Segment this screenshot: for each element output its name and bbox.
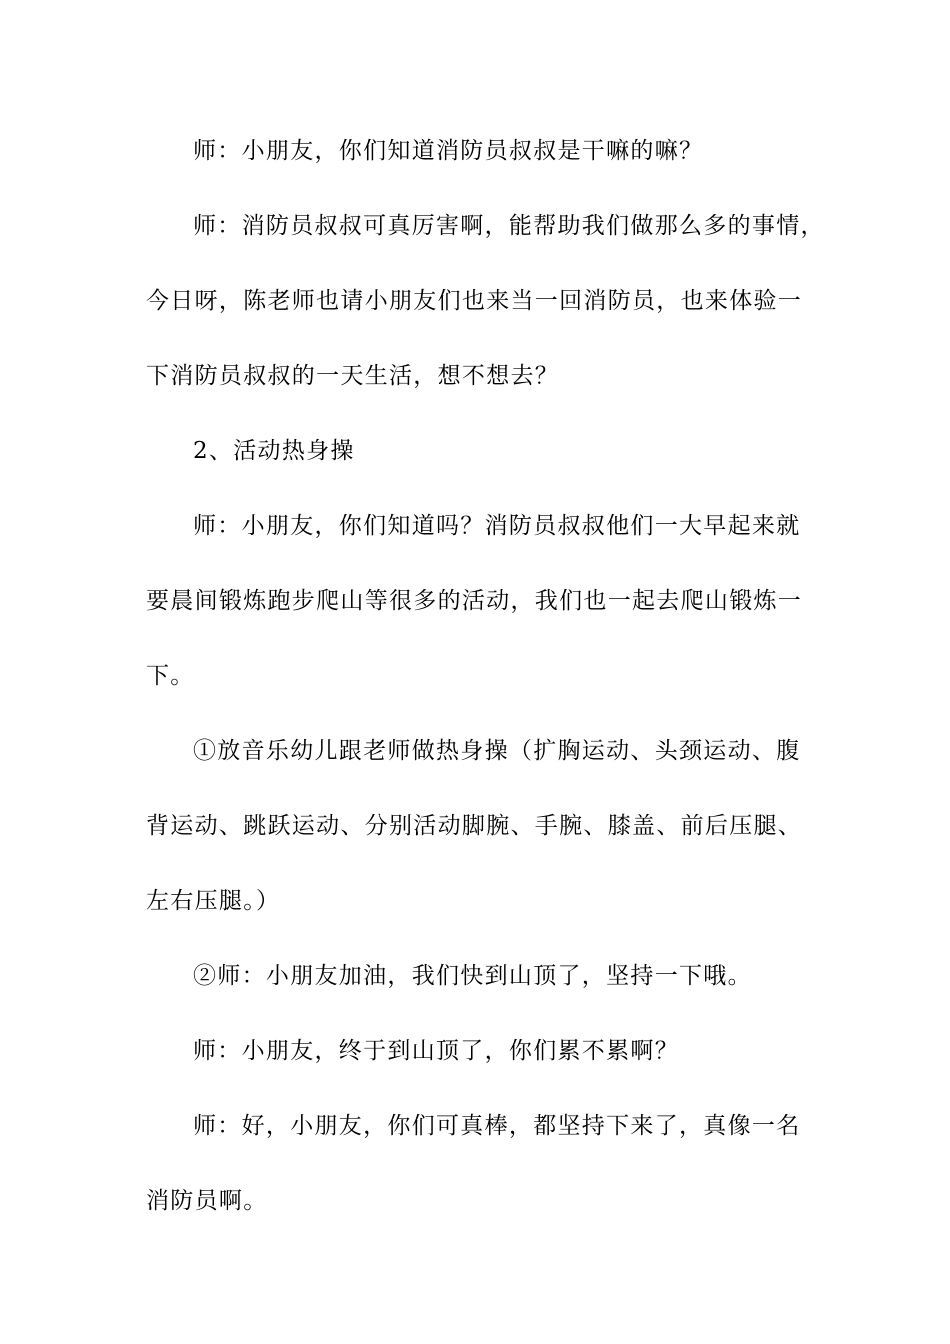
- paragraph-line: 左右压腿。）: [146, 888, 281, 914]
- paragraph-line: ①放音乐幼儿跟老师做热身操（扩胸运动、头颈运动、腹: [193, 738, 801, 764]
- paragraph-line: 师：好，小朋友，你们可真棒，都坚持下来了，真像一名: [193, 1113, 801, 1139]
- paragraph-line: 下。: [146, 663, 195, 689]
- paragraph-line: 师：小朋友，你们知道吗？消防员叔叔他们一大早起来就: [193, 513, 801, 539]
- paragraph-line: 背运动、跳跃运动、分别活动脚腕、手腕、膝盖、前后压腿、: [146, 813, 803, 839]
- section-heading: 2、活动热身操: [193, 438, 355, 464]
- paragraph-line: 师：小朋友，你们知道消防员叔叔是干嘛的嘛？: [193, 138, 704, 164]
- paragraph-line: 要晨间锻炼跑步爬山等很多的活动，我们也一起去爬山锻炼一: [146, 588, 803, 614]
- paragraph-line: ②师：小朋友加油，我们快到山顶了，坚持一下哦。: [193, 963, 752, 989]
- paragraph-line: 师：小朋友，终于到山顶了，你们累不累啊？: [193, 1038, 679, 1064]
- paragraph-line: 下消防员叔叔的一天生活，想不想去？: [146, 363, 560, 389]
- paragraph-line: 今日呀，陈老师也请小朋友们也来当一回消防员，也来体验一: [146, 288, 803, 314]
- paragraph-line: 消防员啊。: [146, 1188, 268, 1214]
- paragraph-line: 师：消防员叔叔可真厉害啊，能帮助我们做那么多的事情，: [193, 213, 825, 239]
